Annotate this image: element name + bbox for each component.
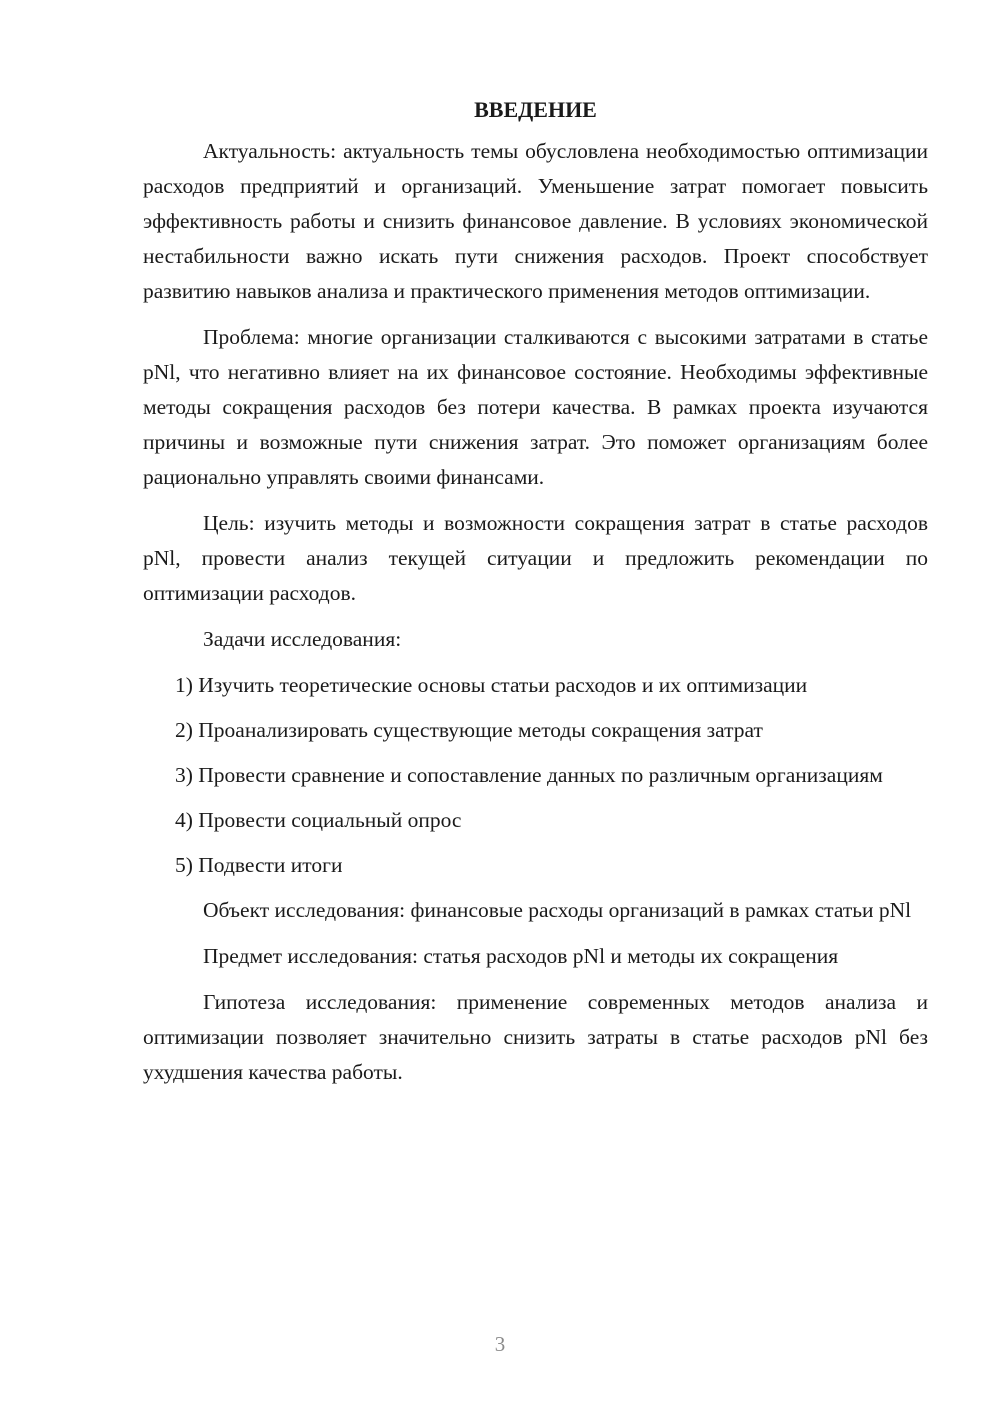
list-item: 1) Изучить теоретические основы статьи расходов и их оптимизации <box>175 673 808 697</box>
goal-paragraph: Цель: изучить методы и возможности сокращения затрат в статье расходов pNl, провести анализ текущей ситуации и предложить рекомендации по оптимизации расходов. <box>143 511 928 605</box>
page-number: 3 <box>494 1332 506 1356</box>
list-item: 4) Провести социальный опрос <box>175 808 462 832</box>
object-paragraph: Объект исследования: финансовые расходы организаций в рамках статьи pNl <box>203 898 912 922</box>
document-page <box>143 92 928 1101</box>
tasks-heading: Задачи исследования: <box>203 627 402 651</box>
hypothesis-paragraph: Гипотеза исследования: применение современных методов анализа и оптимизации позволяет значительно снизить затраты в статье расходов pNl без ухудшения качества работы. <box>143 990 928 1084</box>
relevance-paragraph: Актуальность: актуальность темы обусловлена необходимостью оптимизации расходов предприятий и организаций. Уменьшение затрат помогает повысить эффективность работы и снизить финансовое давление. В условиях экономической нестабильности важно искать пути снижения расходов. Проект способствует развитию навыков анализа и практического применения методов оптимизации. <box>143 139 928 303</box>
section-title: ВВЕДЕНИЕ <box>474 97 597 122</box>
problem-paragraph: Проблема: многие организации сталкиваются с высокими затратами в статье pNl, что негативно влияет на их финансовое состояние. Необходимы эффективные методы сокращения расходов без потери качества. В рамках проекта изучаются причины и возможные пути снижения затрат. Это поможет организациям более рационально управлять своими финансами. <box>143 325 928 489</box>
subject-paragraph: Предмет исследования: статья расходов pNl и методы их сокращения <box>203 944 839 968</box>
list-item: 3) Провести сравнение и сопоставление данных по различным организациям <box>175 763 883 787</box>
list-item: 2) Проанализировать существующие методы сокращения затрат <box>175 718 763 742</box>
tasks-list <box>143 668 928 883</box>
list-item: 5) Подвести итоги <box>175 853 343 877</box>
